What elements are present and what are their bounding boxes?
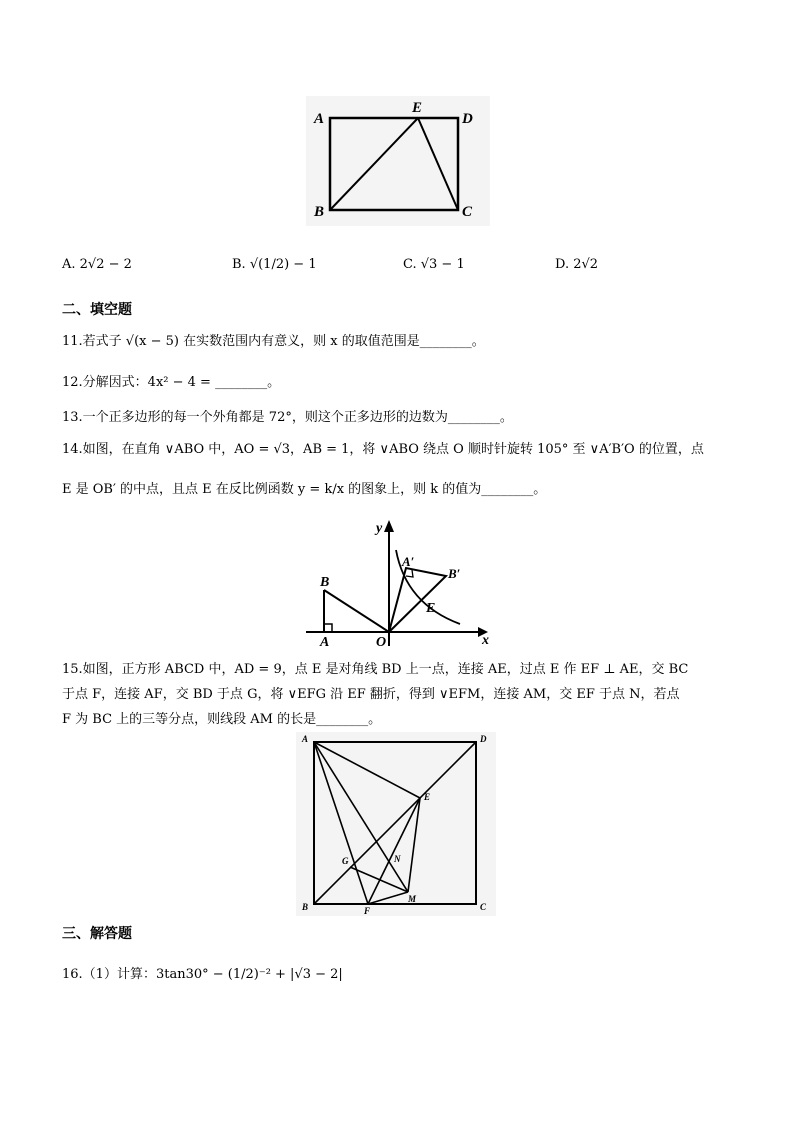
section-title-solve: 三、解答题 — [62, 926, 132, 942]
question-11: 11.若式子 √(x − 5) 在实数范围内有意义，则 x 的取值范围是________。 — [62, 334, 485, 349]
question-16: 16.（1）计算：3tan30° − (1/2)⁻² + |√3 − 2| — [62, 967, 343, 982]
label-c: C — [480, 902, 487, 912]
label-d: D — [462, 111, 473, 127]
section-title-fill-blank: 二、填空题 — [62, 302, 132, 318]
triangle-abo — [324, 590, 389, 632]
figure-coordinate-svg — [302, 516, 492, 652]
label-n: N — [394, 854, 401, 864]
label-g: G — [342, 856, 349, 866]
question-15-line1: 15.如图，正方形 ABCD 中，AD = 9，点 E 是对角线 BD 上一点，连接 AE，过点 E 作 EF ⊥ AE，交 BC — [62, 662, 689, 677]
figure-square-svg — [296, 732, 496, 916]
label-b: B — [302, 902, 309, 912]
label-a: A — [320, 635, 330, 650]
label-f: F — [364, 906, 371, 916]
label-o: O — [376, 635, 387, 650]
label-b: B — [314, 204, 325, 220]
label-d: D — [480, 734, 487, 744]
option-b: B. √(1/2) − 1 — [232, 257, 317, 272]
triangle-a1b1o — [389, 568, 446, 632]
label-y: y — [376, 521, 383, 536]
question-12: 12.分解因式：4x² − 4 = ________。 — [62, 375, 281, 390]
figure-background — [296, 732, 496, 916]
question-15-line2: 于点 F，连接 AF，交 BD 于点 G，将 ∨EFG 沿 EF 翻折，得到 ∨EFM，连接 AM，交 EF 于点 N，若点 — [62, 687, 680, 702]
right-angle-mark-a — [324, 624, 332, 632]
right-angle-mark-a1 — [406, 570, 413, 577]
label-a-prime: A′ — [402, 554, 415, 569]
label-x: x — [482, 633, 489, 648]
label-b-prime: B′ — [448, 566, 461, 581]
question-14-line1: 14.如图，在直角 ∨ABO 中，AO = √3，AB = 1，将 ∨ABO 绕点 O 顺时针旋转 105° 至 ∨A′B′O 的位置，点 — [62, 442, 704, 457]
y-axis-arrow — [384, 520, 394, 532]
figure-rectangle-svg — [306, 96, 490, 226]
label-e: E — [412, 100, 423, 116]
question-15-line3: F 为 BC 上的三等分点，则线段 AM 的长是________。 — [62, 712, 382, 727]
figure-square — [296, 732, 496, 916]
figure-coordinate — [302, 516, 492, 652]
option-a: A. 2√2 − 2 — [62, 257, 132, 272]
label-a: A — [302, 734, 309, 744]
figure-rectangle — [306, 96, 490, 226]
question-13: 13.一个正多边形的每一个外角都是 72°，则这个正多边形的边数为________。 — [62, 410, 513, 425]
question-14-line2: E 是 OB′ 的中点，且点 E 在反比例函数 y = k/x 的图象上，则 k 的值为________。 — [62, 482, 547, 497]
label-b: B — [320, 575, 330, 590]
label-a: A — [314, 111, 325, 127]
label-e: E — [426, 601, 436, 616]
label-m: M — [408, 894, 417, 904]
option-d: D. 2√2 — [555, 257, 599, 272]
option-c: C. √3 − 1 — [403, 257, 465, 272]
label-e: E — [424, 792, 431, 802]
label-c: C — [462, 204, 473, 220]
